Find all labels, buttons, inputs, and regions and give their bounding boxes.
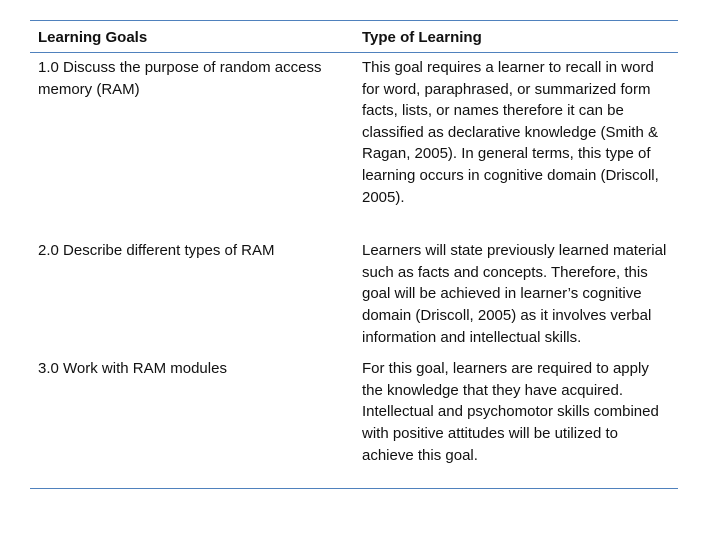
table-row	[30, 236, 678, 354]
goal-cell: 2.0 Describe different types of RAM	[38, 242, 275, 260]
learning-goals-table-container	[30, 20, 678, 489]
type-cell: For this goal, learners are required to apply the knowledge that they have acquired. Intellectual and psychomotor skills combined with positive attitudes will be utilized to achieve this goal.	[362, 360, 659, 464]
goal-cell: 1.0 Discuss the purpose of random access memory (RAM)	[38, 59, 322, 98]
table-row	[30, 53, 678, 237]
header-learning-goals: Learning Goals	[38, 29, 148, 46]
table-row	[30, 354, 678, 488]
header-type-of-learning: Type of Learning	[362, 29, 482, 46]
goal-cell: 3.0 Work with RAM modules	[38, 360, 227, 378]
type-cell: This goal requires a learner to recall in word for word, paraphrased, or summarized form facts, lists, or names therefore it can be classified as declarative knowledge (Smith & Ragan, 2005). In general terms, this type of learning occurs in cognitive domain (Driscoll, 2005).	[362, 59, 659, 206]
learning-goals-table	[30, 20, 678, 489]
type-cell: Learners will state previously learned material such as facts and concepts. Therefore, this goal will be achieved in learner’s cognitive domain (Driscoll, 2005) as it involves verbal information and intellectual skills.	[362, 242, 667, 346]
table-header-row	[30, 21, 678, 53]
